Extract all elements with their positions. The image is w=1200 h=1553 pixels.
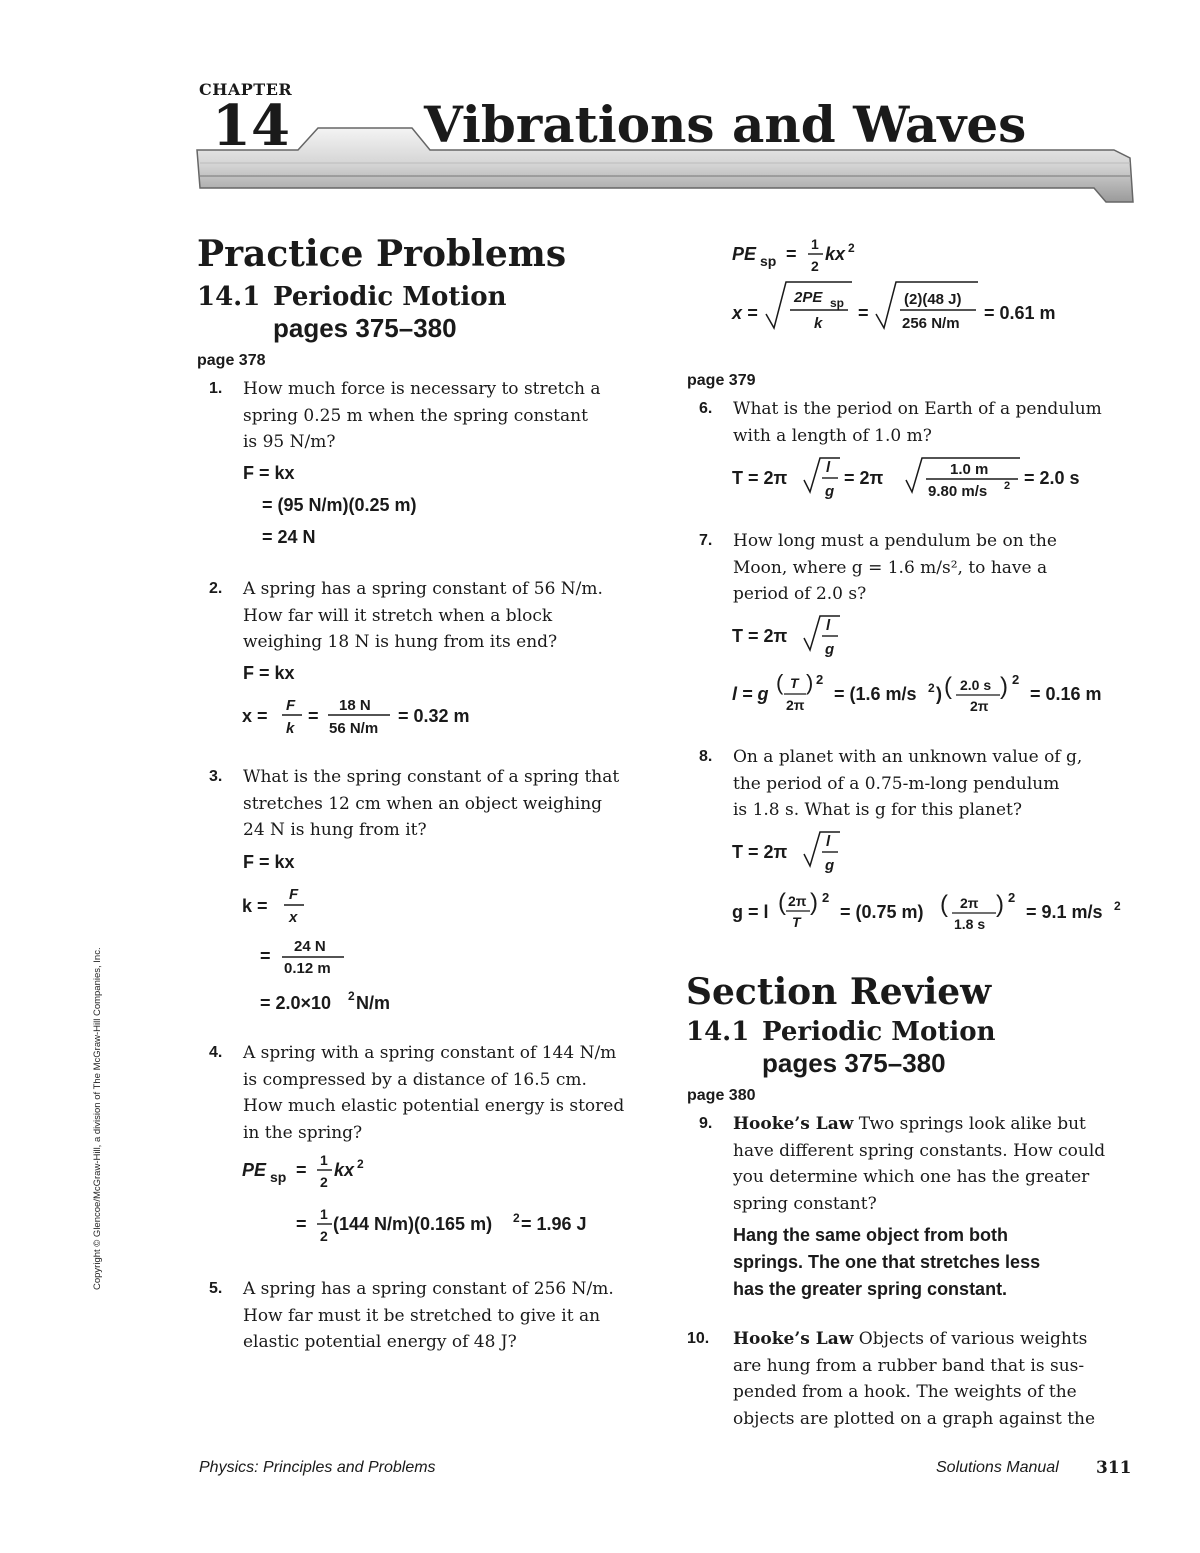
- section-number: 14.1: [197, 282, 261, 312]
- page-ref-379: page 379: [687, 372, 756, 389]
- svg-text:(: (: [776, 670, 784, 695]
- svg-text:x =: x =: [242, 706, 268, 726]
- problem-2-eq-1: F = kx: [243, 663, 295, 683]
- svg-text:=: =: [308, 706, 319, 726]
- svg-text:x: x: [289, 909, 298, 926]
- svg-text:0.12 m: 0.12 m: [284, 960, 331, 977]
- svg-text:2π: 2π: [788, 893, 807, 909]
- problem-5: 5. A spring has a spring constant of 256 N/m. How far must it be stretched to give it an elastic potential energy of 48 J?: [209, 1279, 614, 1352]
- chapter-title: Vibrations and Waves: [424, 95, 1027, 154]
- svg-text:T: T: [790, 675, 799, 691]
- problem-1-eq-3: = 24 N: [262, 527, 316, 547]
- svg-text:=: =: [260, 946, 271, 966]
- svg-text:(: (: [940, 891, 948, 918]
- svg-text:): ): [936, 684, 942, 704]
- svg-text:1.8 s: 1.8 s: [954, 916, 986, 932]
- svg-text:= 2π: = 2π: [844, 468, 884, 488]
- page-ref-380: page 380: [687, 1087, 756, 1104]
- svg-text:2.0 s: 2.0 s: [960, 677, 992, 693]
- svg-text:PE: PE: [242, 1160, 267, 1180]
- svg-text:= 0.16 m: = 0.16 m: [1030, 684, 1102, 704]
- svg-text:l: l: [826, 617, 831, 634]
- problem-6: 6. What is the period on Earth of a pendulum with a length of 1.0 m?: [699, 399, 1102, 446]
- svg-text:): ): [810, 889, 818, 916]
- chapter-number: 14: [212, 93, 290, 159]
- problem-3: 3. What is the spring constant of a spring that stretches 12 cm when an object weighing 24 N is hung from it?: [209, 767, 620, 840]
- svg-text:= 2.0 s: = 2.0 s: [1024, 468, 1080, 488]
- problem-2: 2. A spring has a spring constant of 56 N/m. How far will it stretch when a block weighing 18 N is hung from its end?: [209, 579, 603, 652]
- svg-text:sp: sp: [760, 253, 777, 269]
- svg-text:2: 2: [1004, 480, 1011, 492]
- svg-text:sp: sp: [830, 296, 845, 310]
- problem-2-eq-2: [240, 692, 500, 740]
- problem-7-eq: [730, 612, 1130, 722]
- svg-text:F: F: [289, 886, 299, 903]
- section-title: Periodic Motion: [273, 282, 507, 312]
- page-ref: page 378: [197, 352, 266, 369]
- problem-8-eq: [730, 826, 1130, 938]
- svg-text:T = 2π: T = 2π: [732, 626, 788, 646]
- svg-text:l = g: l = g: [732, 684, 769, 704]
- problem-4: 4. A spring with a spring constant of 144 N/m is compressed by a distance of 16.5 cm. How much elastic potential energy is stored in the spring?: [209, 1043, 625, 1143]
- svg-text:T: T: [792, 914, 801, 930]
- svg-text:= (1.6 m/s: = (1.6 m/s: [834, 684, 917, 704]
- svg-text:9.80 m/s: 9.80 m/s: [928, 483, 988, 500]
- svg-text:2π: 2π: [786, 697, 805, 713]
- section-review-heading: Section Review: [686, 971, 992, 1013]
- svg-text:2π: 2π: [960, 895, 979, 911]
- svg-text:2: 2: [348, 989, 355, 1003]
- svg-text:=: =: [786, 244, 797, 264]
- svg-text:k: k: [814, 315, 823, 332]
- problem-3-eq-2: [240, 880, 480, 1020]
- practice-section-heading: [197, 282, 507, 345]
- svg-text:kx: kx: [825, 244, 846, 264]
- svg-text:256 N/m: 256 N/m: [902, 315, 960, 332]
- svg-text:N/m: N/m: [356, 993, 391, 1013]
- svg-text:=: =: [296, 1160, 307, 1180]
- footer-book-title: Physics: Principles and Problems: [199, 1459, 436, 1476]
- review-item-10: 10. Hooke’s Law Objects of various weights are hung from a rubber band that is sus- pended from a hook. The weights of the objects are plotted on a graph against the: [687, 1329, 1096, 1429]
- svg-text:= (0.75 m): = (0.75 m): [840, 902, 924, 922]
- problem-5-eq: [730, 230, 1090, 350]
- svg-text:k =: k =: [242, 896, 268, 916]
- svg-text:g = l: g = l: [732, 902, 769, 922]
- svg-text:=: =: [858, 303, 869, 323]
- svg-text:x =: x =: [732, 303, 758, 323]
- svg-text:= 0.32 m: = 0.32 m: [398, 706, 470, 726]
- svg-text:2: 2: [320, 1228, 328, 1244]
- svg-text:(: (: [944, 673, 952, 700]
- svg-text:2: 2: [320, 1174, 328, 1190]
- section-pages: pages 375–380: [273, 313, 457, 344]
- svg-text:1: 1: [811, 236, 819, 252]
- svg-text:1: 1: [320, 1206, 328, 1222]
- copyright-notice: Copyright © Glencoe/McGraw-Hill, a division of The McGraw-Hill Companies, Inc.: [92, 947, 103, 1290]
- svg-text:(144 N/m)(0.165 m): (144 N/m)(0.165 m): [333, 1214, 493, 1234]
- svg-text:2: 2: [1012, 672, 1020, 687]
- svg-text:= 1.96 J: = 1.96 J: [521, 1214, 587, 1234]
- svg-text:= 2.0×10: = 2.0×10: [260, 993, 332, 1013]
- problem-4-eq: [240, 1150, 640, 1250]
- svg-text:2: 2: [822, 890, 830, 905]
- chapter-label: CHAPTER: [199, 80, 293, 99]
- svg-text:2PE: 2PE: [794, 289, 823, 306]
- svg-text:2: 2: [811, 258, 819, 274]
- svg-text:T = 2π: T = 2π: [732, 842, 788, 862]
- svg-text:g: g: [825, 641, 835, 658]
- svg-text:(2)(48 J): (2)(48 J): [904, 291, 962, 308]
- svg-text:2: 2: [816, 672, 824, 687]
- practice-problems-heading: Practice Problems: [197, 233, 567, 275]
- svg-text:l: l: [826, 459, 831, 476]
- svg-text:= 0.61 m: = 0.61 m: [984, 303, 1056, 323]
- svg-text:2: 2: [513, 1211, 520, 1225]
- svg-text:): ): [996, 891, 1004, 918]
- svg-text:24 N: 24 N: [294, 938, 326, 955]
- footer-manual: Solutions Manual: [936, 1459, 1059, 1476]
- svg-text:sp: sp: [270, 1169, 287, 1185]
- problem-6-eq: [730, 446, 1090, 506]
- svg-text:l: l: [826, 833, 831, 850]
- svg-text:2: 2: [357, 1157, 364, 1171]
- svg-text:k: k: [286, 720, 295, 737]
- svg-text:1.0 m: 1.0 m: [950, 461, 989, 478]
- problem-1-eq-1: F = kx: [243, 463, 295, 483]
- svg-text:56 N/m: 56 N/m: [329, 720, 379, 737]
- svg-text:18 N: 18 N: [339, 697, 371, 714]
- svg-text:2π: 2π: [970, 698, 989, 714]
- review-section-heading: 14.1 Periodic Motion pages 375–380: [686, 1017, 996, 1079]
- svg-text:= 9.1 m/s: = 9.1 m/s: [1026, 902, 1103, 922]
- svg-text:1: 1: [320, 1152, 328, 1168]
- svg-text:g: g: [825, 857, 835, 874]
- svg-text:): ): [1000, 673, 1008, 700]
- svg-text:PE: PE: [732, 244, 757, 264]
- problem-1: 1. How much force is necessary to stretch a spring 0.25 m when the spring constant is 95 N/m?: [209, 379, 601, 452]
- svg-text:2: 2: [1114, 899, 1121, 913]
- svg-text:2: 2: [848, 241, 855, 255]
- svg-text:2: 2: [1008, 890, 1016, 905]
- svg-text:F: F: [286, 697, 296, 714]
- page-number: 311: [1096, 1458, 1132, 1478]
- problem-8: 8. On a planet with an unknown value of g, the period of a 0.75-m-long pendulum is 1.8 s. What is g for this planet?: [699, 747, 1083, 820]
- svg-text:): ): [806, 670, 814, 695]
- problem-3-eq-1: F = kx: [243, 852, 295, 872]
- problem-7: 7. How long must a pendulum be on the Moon, where g = 1.6 m/s², to have a period of 2.0 s?: [699, 531, 1057, 604]
- problem-1-eq-2: = (95 N/m)(0.25 m): [262, 495, 417, 515]
- svg-text:g: g: [825, 483, 835, 500]
- svg-text:2: 2: [928, 681, 935, 695]
- svg-text:=: =: [296, 1214, 307, 1234]
- review-item-9-answer: Hang the same object from both springs. The one that stretches less has the greater spring constant.: [733, 1225, 1041, 1299]
- svg-text:T = 2π: T = 2π: [732, 468, 788, 488]
- svg-text:kx: kx: [334, 1160, 355, 1180]
- svg-text:(: (: [778, 889, 786, 916]
- review-item-9: 9. Hooke’s Law Two springs look alike but have different spring constants. How could you determine which one has the greater spring constant?: [699, 1114, 1106, 1214]
